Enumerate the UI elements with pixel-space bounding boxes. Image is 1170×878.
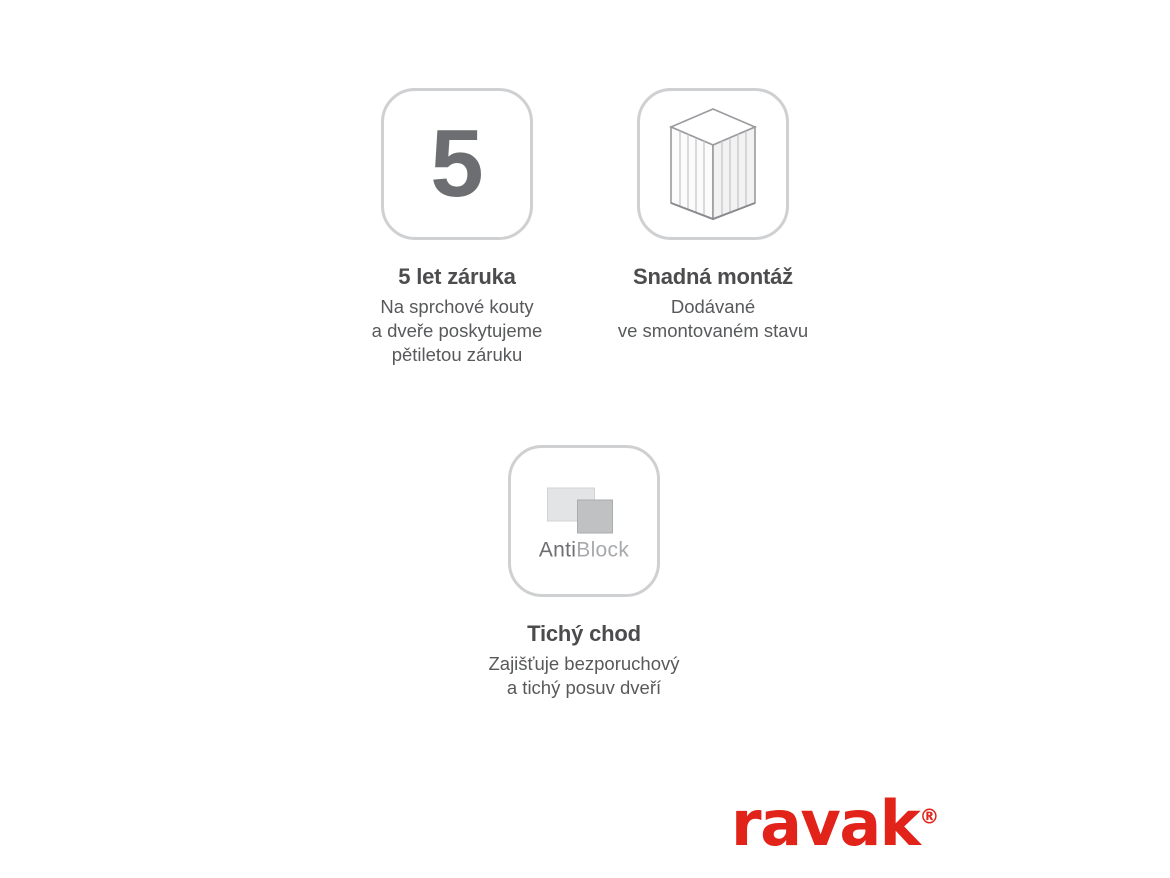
feature-quiet-description [426,652,742,699]
feature-assembly-description-line-1: Dodávané [670,296,756,318]
feature-assembly-description-line-2: ve smontovaném stavu [617,319,809,341]
brand-logo-trademark: ® [919,804,940,829]
feature-warranty-description-line-2: a dveře poskytujeme [371,319,543,341]
feature-quiet-description-line-1: Zajišťuje bezporuchový [488,653,680,675]
brand-logo [731,787,940,860]
brand-logo-text: ravak [731,787,920,860]
feature-warranty-title: 5 let záruka [398,264,516,289]
feature-warranty-description-line-3: pětiletou záruku [391,343,523,365]
antiblock-squares-icon [539,482,629,538]
antiblock-wordmark [519,540,649,561]
feature-warranty-description-line-1: Na sprchové kouty [380,296,534,318]
antiblock-icon [519,482,649,561]
antiblock-square-front [577,500,613,534]
feature-quiet-description-line-2: a tichý posuv dveří [506,676,662,698]
feature-assembly-description [555,295,871,342]
antiblock-word-block: Block [576,538,630,562]
antiblock-word-anti: Anti [538,538,577,562]
feature-quiet [426,445,742,700]
antiblock-icon-box [508,445,660,597]
shower-enclosure-icon [661,105,765,223]
assembly-icon-box [637,88,789,240]
feature-quiet-title: Tichý chod [527,621,641,646]
warranty-icon-box [381,88,533,240]
feature-assembly-title: Snadná montáž [633,264,793,289]
number-five-icon: 5 [430,110,484,217]
feature-assembly [555,88,871,343]
